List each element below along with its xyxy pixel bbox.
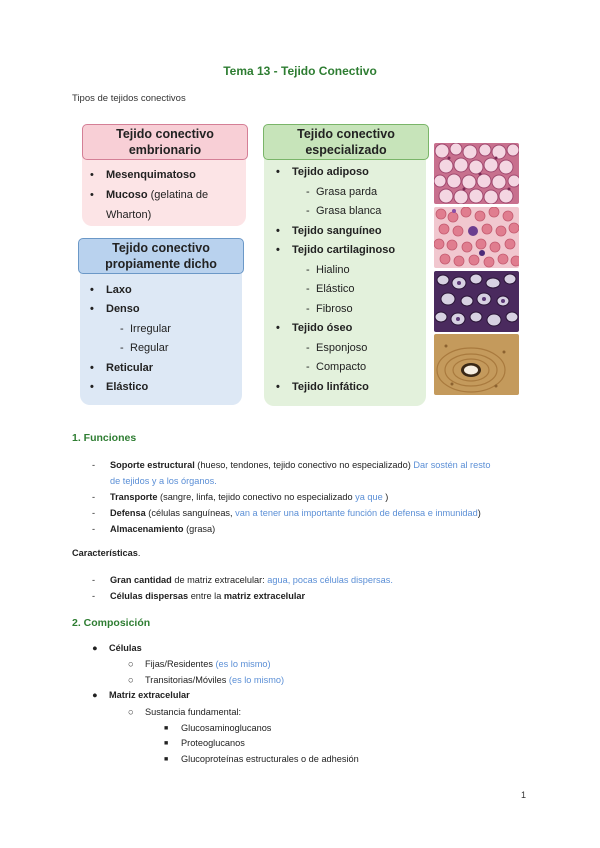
list-item: - Elástico xyxy=(270,280,424,300)
list-item: ○ Sustancia fundamental: xyxy=(128,707,242,717)
list-item: ■ Glucoproteínas estructurales o de adhesión xyxy=(164,754,359,764)
list-item: • Tejido óseo xyxy=(270,319,424,339)
list-item: • Elástico xyxy=(84,378,240,397)
list-item: ■ Proteoglucanos xyxy=(164,738,245,748)
list-item: - Soporte estructural (hueso, tendones, tejido conectivo no especializado) Dar sostén al resto de tejidos y a los órganos. xyxy=(92,457,532,489)
list-item: - Esponjoso xyxy=(270,339,424,359)
embrionario-header: Tejido conectivo embrionario xyxy=(82,124,248,160)
list-item: - Regular xyxy=(84,339,240,358)
funciones-list xyxy=(92,457,532,537)
list-item: - Células dispersas entre la matriz extracelular xyxy=(92,588,532,604)
list-item: - Transporte (sangre, linfa, tejido conectivo no especializado ya que ) xyxy=(92,489,532,505)
list-item: • Tejido cartilaginoso xyxy=(270,241,424,261)
list-item: • Tejido linfático xyxy=(270,378,424,398)
list-item: • Mucoso (gelatina de Wharton) xyxy=(84,185,244,225)
list-item: - Grasa parda xyxy=(270,183,424,203)
especializado-list xyxy=(270,163,424,397)
list-item: • Laxo xyxy=(84,281,240,300)
list-item: • Tejido adiposo xyxy=(270,163,424,183)
list-item: • Mesenquimatoso xyxy=(84,165,244,185)
list-item: - Hialino xyxy=(270,261,424,281)
list-item: - Grasa blanca xyxy=(270,202,424,222)
list-item: ● Células xyxy=(92,643,142,653)
cartilage-tissue-image xyxy=(434,271,519,332)
bone-tissue-image xyxy=(434,334,519,395)
embrionario-list xyxy=(84,165,244,225)
list-item: • Tejido sanguíneo xyxy=(270,222,424,242)
list-item: ■ Glucosaminoglucanos xyxy=(164,723,272,733)
list-item: ○ Fijas/Residentes (es lo mismo) xyxy=(128,659,271,669)
list-item: • Denso xyxy=(84,300,240,319)
list-item: • Reticular xyxy=(84,359,240,378)
list-item: ● Matriz extracelular xyxy=(92,690,190,700)
blood-tissue-image xyxy=(434,207,519,268)
especializado-header: Tejido conectivo especializado xyxy=(263,124,429,160)
list-item: - Defensa (células sanguíneas, van a tener una importante función de defensa e inmunidad) xyxy=(92,505,532,521)
section-heading-funciones: 1. Funciones xyxy=(72,432,137,444)
page-number: 1 xyxy=(520,790,526,800)
propiamente-list xyxy=(84,281,240,397)
propiamente-header: Tejido conectivo propiamente dicho xyxy=(78,238,244,274)
caracteristicas-label: Características. xyxy=(72,548,141,558)
adipose-tissue-image xyxy=(434,143,519,204)
list-item: ○ Transitorias/Móviles (es lo mismo) xyxy=(128,675,285,685)
list-item: - Irregular xyxy=(84,320,240,339)
caracteristicas-list xyxy=(92,572,532,604)
section-heading-composicion: 2. Composición xyxy=(72,617,151,629)
list-item: - Gran cantidad de matriz extracelular: agua, pocas células dispersas. xyxy=(92,572,532,588)
page-title: Tema 13 - Tejido Conectivo xyxy=(223,64,377,78)
list-item: - Fibroso xyxy=(270,300,424,320)
list-item: - Compacto xyxy=(270,358,424,378)
subtitle: Tipos de tejidos conectivos xyxy=(72,93,186,104)
list-item: - Almacenamiento (grasa) xyxy=(92,521,532,537)
